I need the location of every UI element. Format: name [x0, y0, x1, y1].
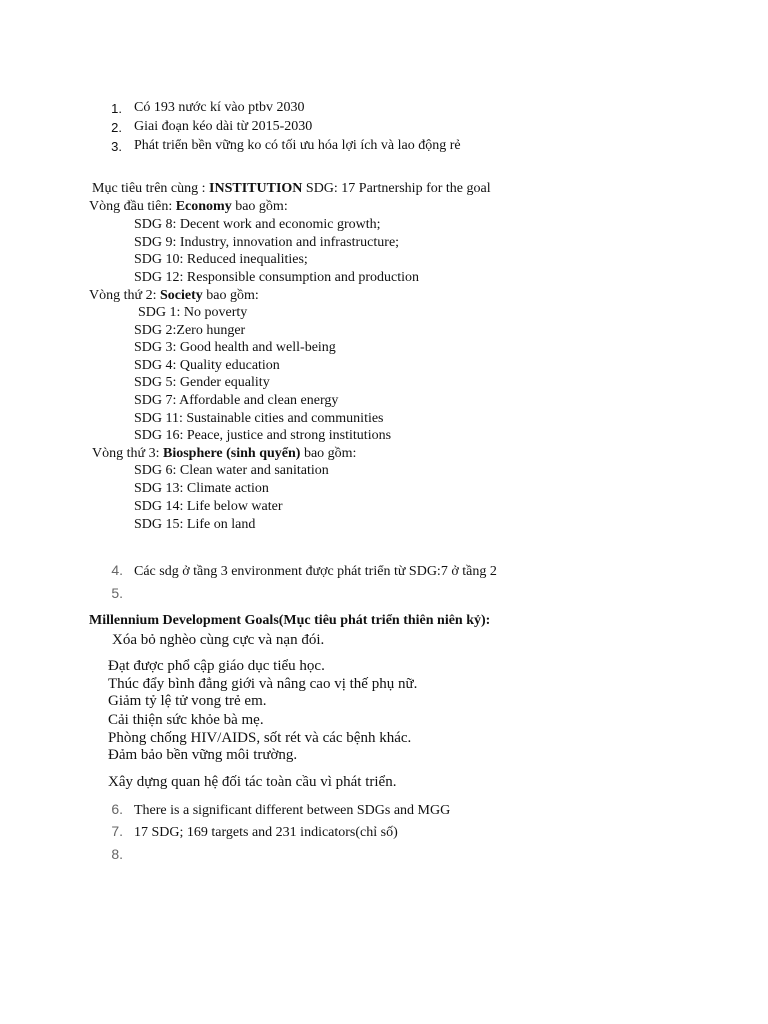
list-number: 8.: [111, 846, 123, 862]
list-item-text: Phát triển bền vững ko có tối ưu hóa lợi ích và lao động rẻ: [134, 138, 461, 153]
economy-prefix: Vòng đầu tiên:: [89, 199, 176, 214]
institution-suffix: SDG: 17 Partnership for the goal: [302, 181, 491, 196]
list-number: 3.: [111, 139, 122, 154]
mdg-item: Thúc đẩy bình đẳng giới và nâng cao vị thế phụ nữ.: [108, 676, 418, 692]
biosphere-prefix: Vòng thứ 3:: [92, 446, 163, 461]
society-bold: Society: [159, 288, 203, 303]
sdg-item: SDG 3: Good health and well-being: [134, 340, 336, 355]
sdg-item: SDG 11: Sustainable cities and communities: [134, 411, 384, 426]
institution-line: [92, 180, 491, 197]
list-number: 7.: [111, 823, 123, 839]
sdg-item: SDG 7: Affordable and clean energy: [134, 393, 339, 408]
economy-bold: Economy: [175, 199, 232, 214]
list-number: 2.: [111, 120, 122, 135]
sdg-item: SDG 8: Decent work and economic growth;: [134, 217, 381, 232]
sdg-item: SDG 2:Zero hunger: [134, 323, 246, 338]
list-item-text: Có 193 nước kí vào ptbv 2030: [134, 100, 305, 115]
sdg-item: SDG 6: Clean water and sanitation: [134, 463, 329, 478]
sdg-item: SDG 10: Reduced inequalities;: [134, 252, 308, 267]
sdg-item: SDG 14: Life below water: [134, 499, 283, 514]
list-number: 5.: [111, 585, 123, 601]
mdg-item: Xóa bỏ nghèo cùng cực và nạn đói.: [112, 632, 325, 648]
mdg-item: Đạt được phổ cập giáo dục tiểu học.: [108, 658, 325, 674]
mdg-item: Cải thiện sức khỏe bà mẹ.: [108, 712, 264, 728]
mdg-heading: Millennium Development Goals(Mục tiêu phát triển thiên niên kỷ):: [89, 613, 491, 628]
society-heading: [89, 287, 259, 304]
institution-prefix: Mục tiêu trên cùng :: [92, 181, 210, 196]
sdg-item: SDG 1: No poverty: [138, 305, 248, 320]
sdg-item: SDG 9: Industry, innovation and infrastructure;: [134, 235, 400, 250]
mdg-item: Đảm bảo bền vững môi trường.: [108, 747, 298, 763]
list-number: 4.: [111, 562, 123, 578]
society-prefix: Vòng thứ 2:: [89, 288, 160, 303]
sdg-item: SDG 13: Climate action: [134, 481, 269, 496]
economy-heading: [89, 198, 288, 215]
biosphere-heading: [92, 445, 356, 462]
list-number: 1.: [111, 101, 122, 116]
list-item-text: There is a significant different between SDGs and MGG: [134, 803, 451, 818]
list-number: 6.: [111, 801, 123, 817]
sdg-item: SDG 5: Gender equality: [134, 375, 270, 390]
biosphere-bold: Biosphere (sinh quyển): [162, 446, 301, 461]
economy-suffix: bao gồm:: [231, 199, 288, 214]
list-item-text: Các sdg ở tầng 3 environment được phát triển từ SDG:7 ở tầng 2: [134, 564, 497, 579]
sdg-item: SDG 4: Quality education: [134, 358, 280, 373]
sdg-item: SDG 15: Life on land: [134, 517, 256, 532]
society-suffix: bao gồm:: [202, 288, 259, 303]
mdg-item: Xây dựng quan hệ đối tác toàn cầu vì phát triển.: [108, 774, 397, 790]
list-item-text: Giai đoạn kéo dài từ 2015-2030: [134, 119, 313, 134]
biosphere-suffix: bao gồm:: [300, 446, 357, 461]
list-item-text: 17 SDG; 169 targets and 231 indicators(chỉ số): [134, 825, 398, 840]
sdg-item: SDG 16: Peace, justice and strong institutions: [134, 428, 392, 443]
institution-bold: INSTITUTION: [209, 181, 303, 196]
sdg-item: SDG 12: Responsible consumption and production: [134, 270, 420, 285]
mdg-item: Phòng chống HIV/AIDS, sốt rét và các bệnh khác.: [108, 730, 412, 746]
mdg-item: Giảm tỷ lệ tử vong trẻ em.: [108, 693, 267, 709]
